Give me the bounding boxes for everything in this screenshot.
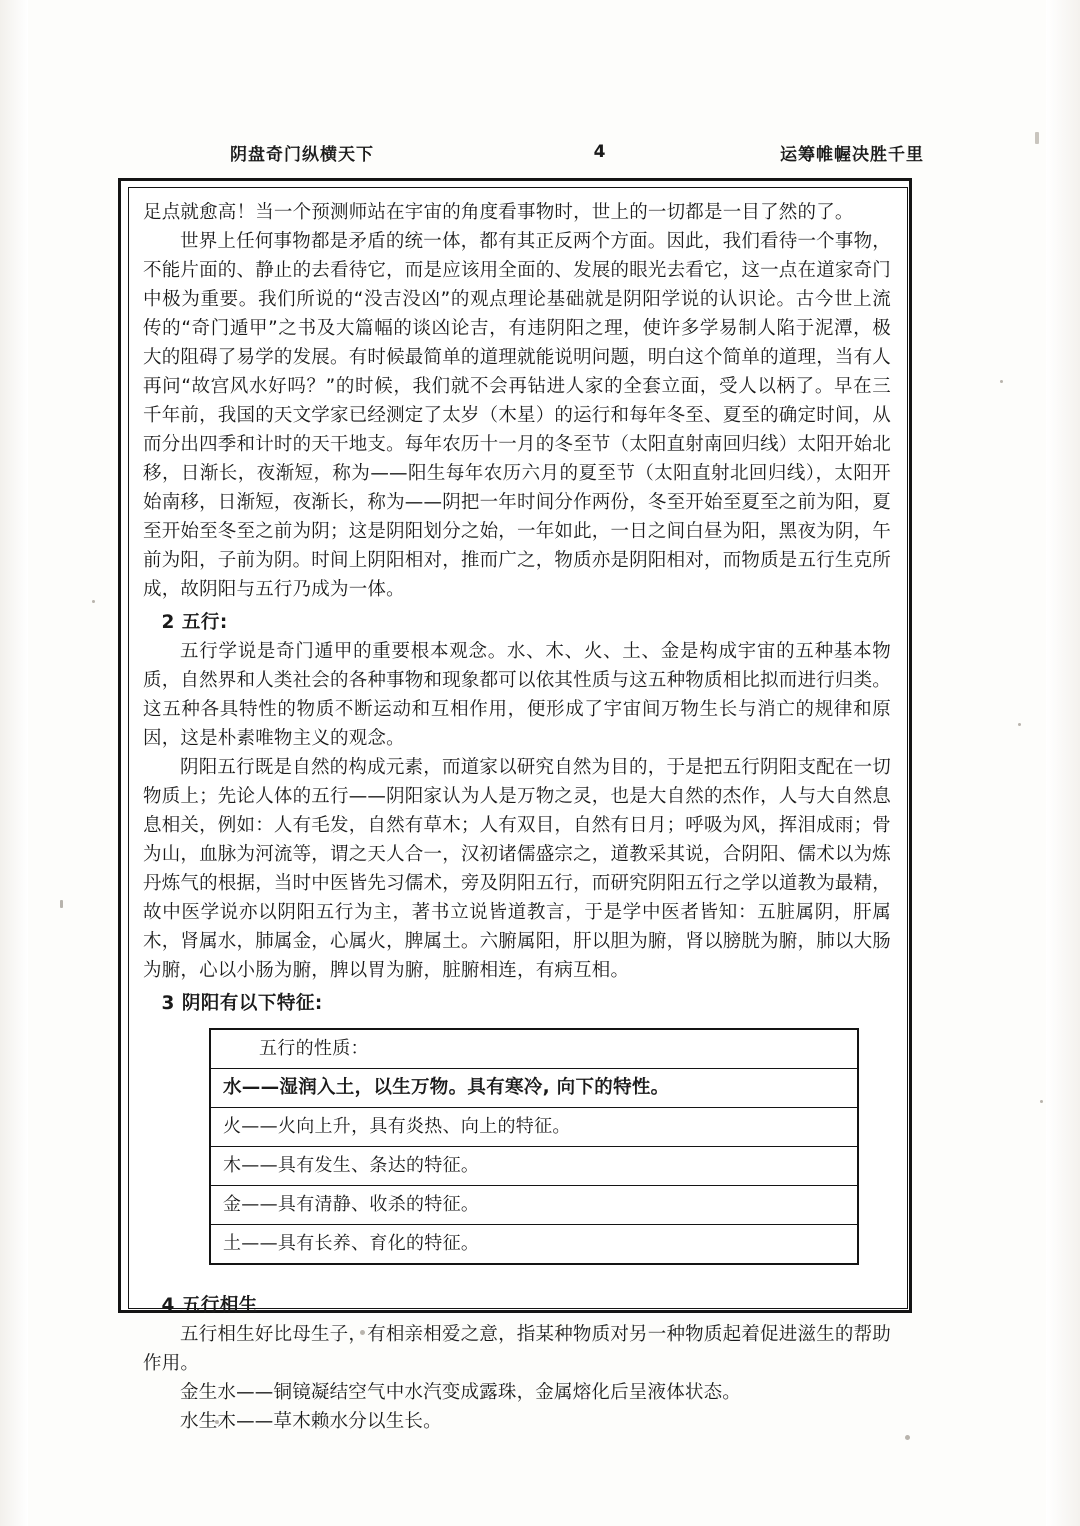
table-row (210, 1147, 858, 1186)
table-cell-earth: 土——具有长养、育化的特征。 (223, 1233, 480, 1254)
table-title-cell: 五行的性质： (210, 1029, 858, 1069)
scan-edge-right (1046, 0, 1080, 1526)
scan-edge-left (0, 0, 28, 1526)
table-cell-water: 水——湿润入土，以生万物。具有寒冷, 向下的特性。 (210, 1069, 858, 1108)
section-heading-yinyang-features: 3 阴阳有以下特征: (161, 993, 323, 1014)
running-header (120, 138, 960, 166)
paragraph-wuxing-human-body: 阴阳五行既是自然的构成元素，而道家以研究自然为目的，于是把五行阴阳支配在一切物质上；先论人体的五行——阴阳家认为人是万物之灵，也是大自然的杰作，人与大自然息息相关，例如：人有毛发，自然有草木；人有双目，自然有日月；呼吸为风，挥泪成雨；骨为山，血脉为河流等，谓之天人合一，汉初诸儒盛宗之，道教采其说，合阴阳、儒术以为炼丹炼气的根据，当时中医皆先习儒术，旁及阴阳五行，而研究阴阳五行之学以道教为最精，故中医学说亦以阴阳五行为主，著书立说皆道教言，于是学中医者皆知：五脏属阴，肝属木，肾属水，肺属金，心属火，脾属土。六腑属阳，肝以胆为腑，肾以膀胱为腑，肺以大肠为腑，心以小肠为腑，脾以胃为腑，脏腑相连，有病互相。 (143, 757, 892, 981)
scan-speck (92, 600, 95, 603)
scan-speck (60, 900, 63, 908)
text-frame-inner (128, 187, 908, 1432)
table-row (210, 1186, 858, 1225)
paragraph-yinyang-overview: 世界上任何事物都是矛盾的统一体，都有其正反两个方面。因此，我们看待一个事物，不能片面的、静止的去看待它，而是应该用全面的、发展的眼光去看它，这一点在道家奇门中极为重要。我们所说的“没吉没凶”的观点理论基础就是阴阳学说的认识论。古今世上流传的“奇门遁甲”之书及大篇幅的谈凶论吉，有违阴阳之理，使许多学易制人陷于泥潭，极大的阻碍了易学的发展。有时候最简单的道理就能说明问题，明白这个简单的道理，当有人再问“故宫风水好吗？”的时候，我们就不会再钻进人家的全套立面，受人以柄了。早在三千年前，我国的天文学家已经测定了太岁（木星）的运行和每年冬至、夏至的确定时间，从而分出四季和计时的天干地支。每年农历十一月的冬至节（太阳直射南回归线）太阳开始北移，日渐长，夜渐短，称为——阳生每年农历六月的夏至节（太阳直射北回归线），太阳开始南移，日渐短，夜渐长，称为——阴把一年时间分作两份，冬至开始至夏至之前为阳，夏至开始至冬至之前为阴；这是阴阳划分之始，一年如此，一日之间白昼为阳，黑夜为阴，午前为阳，子前为阴。时间上阴阳相对，推而广之，物质亦是阴阳相对，而物质是五行生克所成，故阴阳与五行乃成为一体。 (143, 231, 892, 600)
five-elements-table-wrapper (143, 1028, 891, 1265)
section-heading-xiangsheng: 4 五行相生 (161, 1295, 258, 1316)
table-cell-wood: 木——具有发生、条达的特征。 (210, 1147, 858, 1186)
page-number: 4 (593, 142, 607, 162)
scan-speck (905, 1435, 910, 1440)
table-row (210, 1108, 858, 1147)
table-row (210, 1225, 858, 1265)
header-right-title: 运筹帷幄决胜千里 (780, 144, 924, 165)
scan-speck (1035, 132, 1039, 144)
table-cell-fire: 火——火向上升，具有炎热、向上的特征。 (210, 1108, 858, 1147)
table-row (210, 1069, 858, 1108)
paragraph-wuxing-theory: 五行学说是奇门遁甲的重要根本观念。水、木、火、土、金是构成宇宙的五种基本物质，自然界和人类社会的各种事物和现象都可以依其性质与这五种物质相比拟而进行归类。这五种各具特性的物质不断运动和互相作用，便形成了宇宙间万物生长与消亡的规律和原因，这是朴素唯物主义的观念。 (143, 641, 892, 749)
paragraph-xiangsheng-intro: 五行相生好比母生子，有相亲相爱之意，指某种物质对另一种物质起着促进滋生的帮助作用。 (143, 1324, 891, 1374)
table-row (210, 1029, 858, 1069)
paragraph-continuation: 足点就愈高！当一个预测师站在宇宙的角度看事物时，世上的一切都是一目了然的了。 (143, 202, 854, 223)
scan-speck (1000, 380, 1003, 383)
paragraph-metal-generates-water: 金生水——铜镜凝结空气中水汽变成露珠，金属熔化后呈液体状态。 (180, 1382, 742, 1403)
scan-speck (1018, 723, 1021, 726)
five-elements-table (209, 1028, 859, 1265)
scan-speck (1040, 1100, 1043, 1103)
table-cell-metal: 金——具有清静、收杀的特征。 (210, 1186, 858, 1225)
section-heading-wuxing: 2 五行: (161, 612, 228, 633)
paragraph-water-generates-wood: 水生木——草木赖水分以生长。 (180, 1411, 442, 1432)
header-left-title: 阴盘奇门纵横天下 (230, 144, 374, 165)
text-frame-outer (118, 178, 912, 1432)
